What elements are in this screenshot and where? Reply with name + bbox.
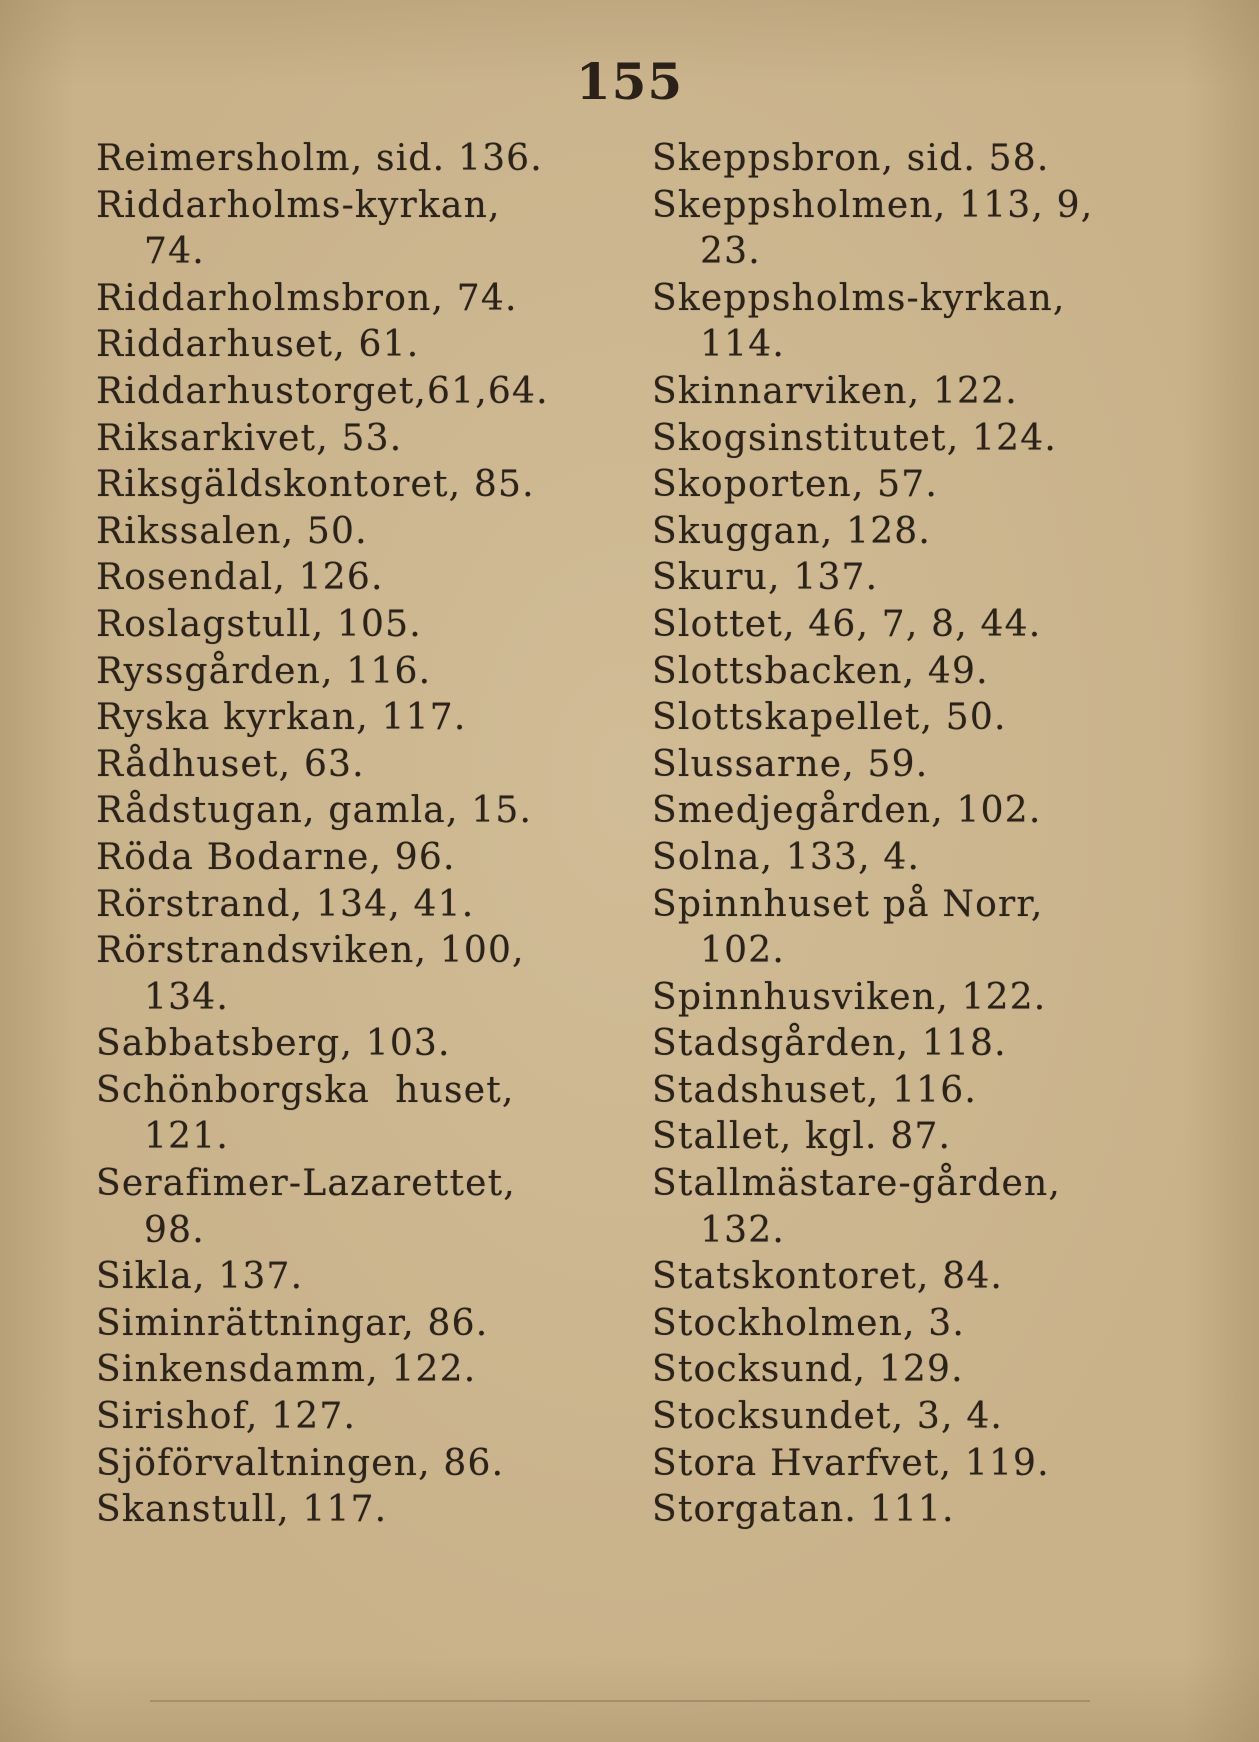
index-entry-text: Rörstrandsviken, 100, — [96, 930, 525, 972]
index-entry — [652, 1114, 1172, 1161]
index-entry-text: Sinkensdamm, 122. — [96, 1349, 477, 1391]
index-entry-text: Serafimer-Lazarettet, — [96, 1163, 516, 1205]
index-entry-text: Stadsgården, 118. — [652, 1023, 1007, 1065]
index-entry — [96, 1068, 626, 1161]
index-entry — [652, 1487, 1172, 1534]
index-entry-text: Skogsinstitutet, 124. — [652, 417, 1057, 459]
index-entry-text: Stockholmen, 3. — [652, 1302, 966, 1344]
index-entry — [96, 1441, 626, 1488]
index-entry — [652, 835, 1172, 882]
index-entry — [96, 1021, 626, 1068]
index-entry-text: Skuru, 137. — [652, 557, 879, 599]
index-entry-text: Skinnarviken, 122. — [652, 370, 1018, 412]
index-entry — [652, 695, 1172, 742]
index-entry — [96, 882, 626, 929]
index-entry-continuation: 74. — [144, 231, 205, 273]
index-entry-text: Riddarholmsbron, 74. — [96, 277, 518, 319]
index-entry-text: Solna, 133, 4. — [652, 836, 921, 878]
index-entry — [96, 555, 626, 602]
index-entry — [652, 975, 1172, 1022]
index-entry-text: Storgatan. 111. — [652, 1489, 955, 1531]
index-entry — [96, 416, 626, 463]
bottom-rule — [150, 1700, 1090, 1702]
index-entry — [652, 649, 1172, 696]
index-entry — [96, 1301, 626, 1348]
index-entry — [652, 882, 1172, 975]
index-entry — [652, 1301, 1172, 1348]
index-entry — [652, 416, 1172, 463]
index-entry-text: Rörstrand, 134, 41. — [96, 883, 475, 925]
index-entry — [96, 1347, 626, 1394]
index-entry-text: Rådhuset, 63. — [96, 743, 365, 785]
index-entry — [96, 649, 626, 696]
index-entry-text: Spinnhusviken, 122. — [652, 976, 1047, 1018]
index-entry — [652, 1441, 1172, 1488]
index-entry — [96, 602, 626, 649]
index-entry-text: Riksgäldskontoret, 85. — [96, 464, 535, 506]
index-entry-text: Reimersholm, sid. 136. — [96, 138, 543, 179]
index-entry-text: Skeppsbron, sid. 58. — [652, 138, 1050, 179]
index-entry-text: Roslagstull, 105. — [96, 603, 422, 645]
index-entry — [652, 1021, 1172, 1068]
index-entry — [652, 369, 1172, 416]
index-entry — [96, 1161, 626, 1254]
index-entry-text: Riddarhuset, 61. — [96, 324, 420, 366]
index-entry — [652, 1394, 1172, 1441]
index-entry-text: Skeppsholms-kyrkan, — [652, 277, 1066, 319]
index-entry-text: Rikssalen, 50. — [96, 510, 368, 552]
index-entry — [96, 136, 626, 183]
index-entry-text: Röda Bodarne, 96. — [96, 836, 456, 878]
index-entry-text: Skanstull, 117. — [96, 1489, 388, 1531]
index-entry — [96, 183, 626, 276]
index-entry — [96, 1394, 626, 1441]
index-entry-text: Sikla, 137. — [96, 1256, 304, 1298]
index-entry — [96, 1487, 626, 1534]
index-entry-continuation: 134. — [144, 976, 229, 1018]
index-entry-text: Ryssgården, 116. — [96, 650, 432, 692]
index-column-left — [96, 136, 626, 1534]
index-entry — [96, 742, 626, 789]
index-entry-text: Sirishof, 127. — [96, 1396, 357, 1438]
index-entry-text: Skeppsholmen, 113, 9, — [652, 184, 1094, 226]
index-entry-text: Slottet, 46, 7, 8, 44. — [652, 603, 1042, 645]
index-entry — [652, 1161, 1172, 1254]
index-entry-continuation: 114. — [700, 324, 785, 366]
index-entry-text: Slottsbacken, 49. — [652, 650, 989, 692]
index-entry-text: Ryska kyrkan, 117. — [96, 697, 467, 739]
index-entry — [96, 928, 626, 1021]
index-entry — [652, 742, 1172, 789]
index-entry-text: Statskontoret, 84. — [652, 1256, 1004, 1298]
index-entry-text: Smedjegården, 102. — [652, 790, 1042, 832]
index-entry-text: Slottskapellet, 50. — [652, 697, 1007, 739]
index-entry-text: Rådstugan, gamla, 15. — [96, 790, 533, 832]
index-entry-text: Stora Hvarfvet, 119. — [652, 1442, 1050, 1484]
index-entry-continuation: 132. — [700, 1209, 785, 1251]
index-entry — [652, 509, 1172, 556]
index-entry — [652, 1254, 1172, 1301]
index-entry — [652, 276, 1172, 369]
index-column-right — [652, 136, 1172, 1534]
index-entry — [652, 555, 1172, 602]
index-entry-continuation: 23. — [700, 231, 761, 273]
index-entry-text: Sjöförvaltningen, 86. — [96, 1442, 505, 1484]
index-entry-text: Spinnhuset på Norr, — [652, 883, 1044, 925]
index-entry — [96, 276, 626, 323]
index-entry-text: Sabbatsberg, 103. — [96, 1023, 451, 1065]
index-entry-text: Riddarhustorget,61,64. — [96, 370, 549, 412]
index-entry-text: Slussarne, 59. — [652, 743, 929, 785]
index-entry-text: Riksarkivet, 53. — [96, 417, 403, 459]
index-entry — [652, 1347, 1172, 1394]
page-number: 155 — [575, 52, 684, 111]
index-entry-text: Skuggan, 128. — [652, 510, 932, 552]
index-entry-continuation: 121. — [144, 1116, 229, 1158]
index-entry-text: Stadshuset, 116. — [652, 1069, 977, 1111]
index-entry-text: Stallet, kgl. 87. — [652, 1116, 952, 1158]
index-entry-text: Skoporten, 57. — [652, 464, 938, 506]
index-entry — [652, 462, 1172, 509]
index-entry — [96, 509, 626, 556]
index-entry — [96, 695, 626, 742]
index-entry — [652, 183, 1172, 276]
index-entry — [96, 788, 626, 835]
index-entry — [96, 462, 626, 509]
index-entry-text: Schönborgska huset, — [96, 1069, 515, 1111]
index-entry-text: Stocksundet, 3, 4. — [652, 1396, 1004, 1438]
index-entry-continuation: 98. — [144, 1209, 205, 1251]
index-entry-text: Stocksund, 129. — [652, 1349, 964, 1391]
index-entry-continuation: 102. — [700, 930, 785, 972]
index-entry — [96, 1254, 626, 1301]
index-entry — [652, 1068, 1172, 1115]
index-entry-text: Stallmästare-gården, — [652, 1163, 1061, 1205]
index-entry — [96, 835, 626, 882]
index-entry — [96, 322, 626, 369]
index-entry — [96, 369, 626, 416]
index-entry — [652, 136, 1172, 183]
index-entry — [652, 788, 1172, 835]
index-entry-text: Siminrättningar, 86. — [96, 1302, 489, 1344]
index-entry-text: Riddarholms-kyrkan, — [96, 184, 501, 226]
index-entry-text: Rosendal, 126. — [96, 557, 384, 599]
index-entry — [652, 602, 1172, 649]
